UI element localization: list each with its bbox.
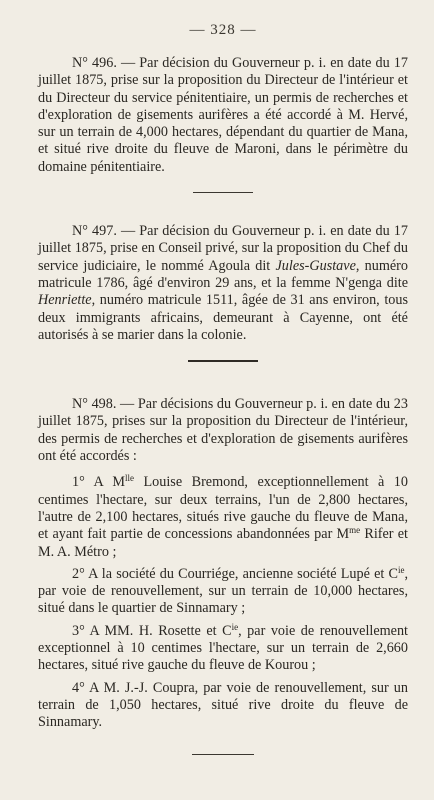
decision-497-text-start: N° 497. — Par décision du Gouverneur p. i. en date du 17 juillet 1875, prise en Conseil privé, sur la proposition du Chef du service judiciaire, le nommé Agoula dit [38,223,408,274]
alias-henriette: Henriette [38,292,92,309]
end-divider [192,754,254,755]
decision-497-text-middle: , numéro matricule 1786, âgé d'environ 29 ans, et la femme N'genga dite [38,257,409,291]
decision-497-text-end: , numéro matricule 1511, âgée de 31 ans environ, tous deux immigrants africains, demeurant à Cayenne, ont été autorisés à se marier dans la colonie. [38,292,408,343]
section-divider-bold [188,360,258,362]
decision-498-item-4: 4° A M. J.-J. Coupra, par voie de renouvellement, sur un terrain de 1,050 hectares, situé rive droite du fleuve de Sinnamary. [38,679,408,731]
decision-498-item-3 [38,623,408,675]
decision-498-item-2 [38,566,408,618]
item-3-text-end: , par voie de renouvellement exceptionnel à 10 centimes l'hectare, sur un terrain de 2,660 hectares, situé rive gauche du fleuve de Kourou ; [38,622,408,674]
section-divider [193,192,253,193]
item-1-superscript-me: me [349,525,361,536]
decision-496-paragraph: N° 496. — Par décision du Gouverneur p. i. en date du 17 juillet 1875, prise sur la proposition du Directeur de l'intérieur et du Directeur du service pénitentiaire, un permis de recherches et d'exploration de gisements aurifères a été accordé à M. Hervé, sur un terrain de 4,000 hectares, dépendant du quartier de Mana, et situé rive droite du fleuve de Maroni, dans le périmètre du domaine pénitentiaire. [38,55,408,175]
item-2-superscript-ie: ie [397,564,405,575]
item-3-superscript-ie: ie [231,621,239,632]
item-1-superscript-lle: lle [125,473,135,484]
decision-498-paragraph: N° 498. — Par décisions du Gouverneur p. i. en date du 23 juillet 1875, prises sur la proposition du Directeur de l'intérieur, des permis de recherches et d'exploration de gisements aurifères ont été accordés : [38,396,408,465]
page-number: — 328 — [189,22,257,38]
item-3-text-start: 3° A MM. H. Rosette et C [72,622,232,639]
item-2-text-start: 2° A la société du Courriége, ancienne société Lupé et C [72,565,398,582]
item-1-text-start: 1° A M [72,474,126,491]
item-1-text-middle: Louise Bremond, exceptionnellement à 10 centimes l'hectare, sur deux terrains, l'un de 2,800 hectares, l'autre de 2,100 hectares, situés rive gauche du fleuve de Mana, et ayant fait partie de concessions abandonnées par M [38,474,408,543]
item-2-text-end: , par voie de renouvellement, sur un terrain de 10,000 hectares, situé dans le quartier de Sinnamary ; [38,565,408,617]
decision-498-item-1 [38,474,408,560]
decision-497-paragraph [38,223,408,344]
alias-jules-gustave: Jules-Gustave [275,257,356,274]
item-1-text-end: Rifer et M. A. Métro ; [38,526,408,560]
